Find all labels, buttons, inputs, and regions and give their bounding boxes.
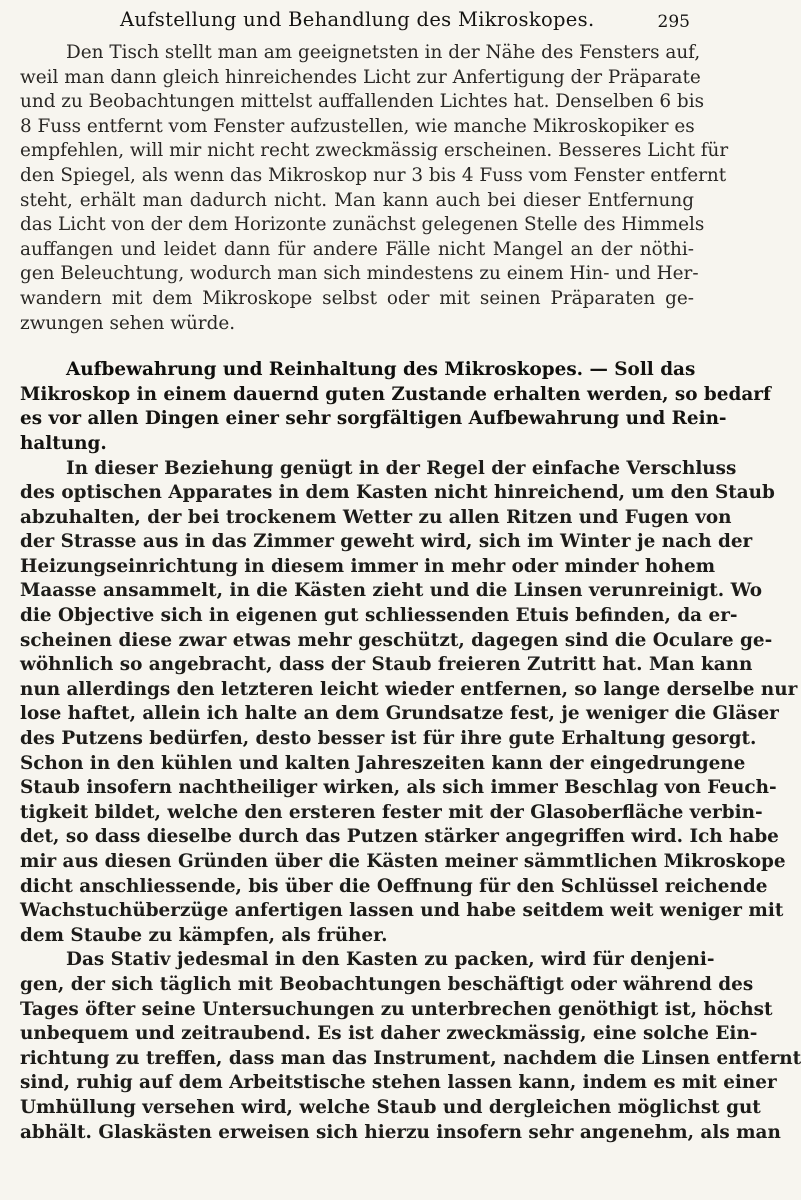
text-line: wandern mit dem Mikroskope selbst oder mit seinen Präparaten ge- — [20, 287, 694, 309]
text-line: abhält. Glaskästen erweisen sich hierzu insofern sehr angenehm, als man — [20, 1121, 781, 1143]
text-line: dem Staube zu kämpfen, als früher. — [20, 924, 388, 946]
page-number: 295 — [657, 12, 690, 32]
text-line: unbequem und zeitraubend. Es ist daher zweckmässig, eine solche Ein- — [20, 1023, 758, 1045]
text-line: Maasse ansammelt, in die Kästen zieht und die Linsen verunreinigt. Wo — [20, 580, 762, 602]
text-line: des optischen Apparates in dem Kasten nicht hinreichend, um den Staub — [20, 482, 775, 504]
running-title: Aufstellung und Behandlung des Mikroskopes. — [120, 8, 595, 31]
text-line: In dieser Beziehung genügt in der Regel der einfache Verschluss — [66, 457, 737, 479]
section-heading-line — [20, 358, 694, 383]
text-line: Heizungseinrichtung in diesem immer in mehr oder minder hohem — [20, 555, 716, 577]
text-line: steht, erhält man dadurch nicht. Man kann auch bei dieser Entfernung — [20, 189, 694, 211]
paragraph-table-placement — [20, 41, 729, 336]
text-line: gen Beleuchtung, wodurch man sich mindestens zu einem Hin- und Her- — [20, 263, 699, 285]
text-line: mir aus diesen Gründen über die Kästen meiner sämmtlichen Mikroskope — [20, 851, 786, 872]
section-gap — [20, 336, 694, 358]
paragraph-dust-protection — [20, 457, 798, 949]
text-line: auffangen und leidet dann für andere Fälle nicht Mangel an der nöthi- — [20, 238, 694, 260]
text-line: den Spiegel, als wenn das Mikroskop nur 3 bis 4 Fuss vom Fenster entfernt — [20, 164, 727, 186]
heading-continuation: — Soll das — [583, 359, 696, 381]
text-line: wöhnlich so angebracht, dass der Staub freieren Zutritt hat. Man kann — [20, 654, 753, 676]
running-header — [20, 6, 694, 40]
text-line: Mikroskop in einem dauernd guten Zustande erhalten werden, so bedarf — [20, 383, 771, 405]
text-line: weil man dann gleich hinreichendes Licht zur Anfertigung der Präparate — [20, 66, 701, 88]
text-line: Den Tisch stellt man am geeignetsten in der Nähe des Fensters auf, — [66, 42, 701, 63]
text-line: 8 Fuss entfernt vom Fenster aufzustellen, wie manche Mikroskopiker es — [20, 115, 695, 137]
section-heading: Aufbewahrung und Reinhaltung des Mikroskopes. — [66, 359, 584, 381]
text-line: Schon in den kühlen und kalten Jahreszeiten kann der eingedrungene — [20, 752, 746, 774]
text-line: Tages öfter seine Untersuchungen zu unterbrechen genöthigt ist, höchst — [20, 998, 773, 1020]
text-line: tigkeit bildet, welche den ersteren fester mit der Glasoberfläche verbin- — [20, 801, 763, 823]
text-line: lose haftet, allein ich halte an dem Grundsatze fest, je weniger die Gläser — [20, 703, 779, 725]
text-line: Umhüllung versehen wird, welche Staub und dergleichen möglichst gut — [20, 1096, 761, 1118]
paragraph-stand-cover — [20, 948, 801, 1145]
text-line: die Objective sich in eigenen gut schliessenden Etuis befinden, da er- — [20, 605, 738, 627]
text-line: richtung zu treffen, dass man das Instrument, nachdem die Linsen entfernt — [20, 1047, 801, 1069]
text-line: es vor allen Dingen einer sehr sorgfältigen Aufbewahrung und Rein- — [20, 408, 727, 430]
text-line: zwungen sehen würde. — [20, 312, 236, 334]
text-line: und zu Beobachtungen mittelst auffallenden Lichtes hat. Denselben 6 bis — [20, 91, 705, 113]
text-line: nun allerdings den letzteren leicht wieder entfernen, so lange derselbe nur — [20, 678, 798, 700]
text-line: scheinen diese zwar etwas mehr geschützt, dagegen sind die Oculare ge- — [20, 629, 773, 651]
text-line: Staub insofern nachtheiliger wirken, als sich immer Beschlag von Feuch- — [20, 777, 777, 799]
text-line: dicht anschliessende, bis über die Oeffnung für den Schlüssel reichende — [20, 875, 768, 897]
text-line: des Putzens bedürfen, desto besser ist für ihre gute Erhaltung gesorgt. — [20, 728, 757, 750]
text-line: haltung. — [20, 432, 107, 454]
text-line: der Strasse aus in das Zimmer geweht wird, sich im Winter je nach der — [20, 531, 753, 553]
text-line: sind, ruhig auf dem Arbeitstische stehen lassen kann, indem es mit einer — [20, 1072, 777, 1094]
text-line: das Licht von der dem Horizonte zunächst gelegenen Stelle des Himmels — [20, 214, 705, 236]
section-storage-cleaning — [20, 358, 771, 456]
text-line: Wachstuchüberzüge anfertigen lassen und habe seitdem weit weniger mit — [20, 900, 784, 922]
text-line: gen, der sich täglich mit Beobachtungen beschäftigt oder während des — [20, 973, 754, 995]
text-line: empfehlen, will mir nicht recht zweckmässig erscheinen. Besseres Licht für — [20, 140, 729, 162]
text-line: det, so dass dieselbe durch das Putzen stärker angegriffen wird. Ich habe — [20, 826, 779, 848]
text-line: Das Stativ jedesmal in den Kasten zu packen, wird für denjeni- — [66, 949, 715, 971]
text-line: abzuhalten, der bei trockenem Wetter zu allen Ritzen und Fugen von — [20, 506, 732, 528]
